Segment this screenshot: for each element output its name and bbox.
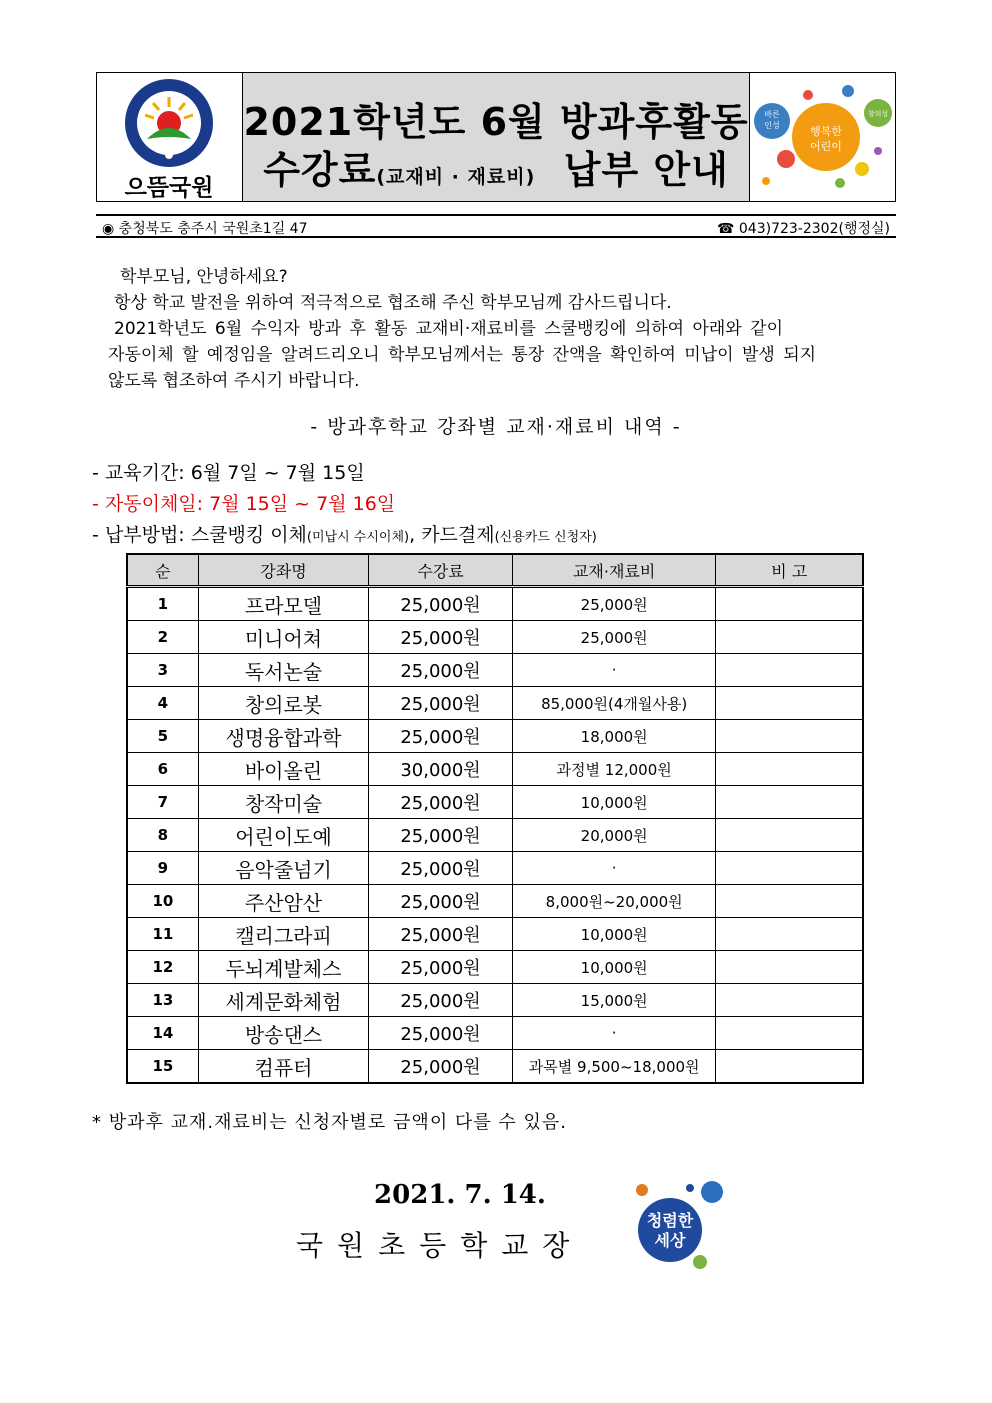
tuition-fee: 25,000원 <box>369 786 513 819</box>
intro-line-2: 항상 학교 발전을 위하여 적극적으로 협조해 주신 학부모님께 감사드립니다. <box>114 293 672 313</box>
table-row <box>127 720 863 753</box>
course-name: 생명융합과학 <box>198 720 368 753</box>
row-note <box>716 587 863 621</box>
tuition-fee: 25,000원 <box>369 654 513 687</box>
row-note <box>716 984 863 1017</box>
tuition-fee: 25,000원 <box>369 1050 513 1084</box>
header-material: 교재·재료비 <box>512 554 716 587</box>
fee-table <box>126 553 864 1084</box>
row-note <box>716 720 863 753</box>
course-name: 바이올린 <box>198 753 368 786</box>
row-note <box>716 621 863 654</box>
course-name: 음악줄넘기 <box>198 852 368 885</box>
document-header <box>96 72 896 202</box>
table-row <box>127 819 863 852</box>
table-row <box>127 786 863 819</box>
school-emblem-icon <box>119 77 219 169</box>
title-subtitle: (교재비 · 재료비) <box>376 166 536 188</box>
colorful-dots-graphic <box>752 77 894 197</box>
school-logo-box <box>97 73 243 201</box>
material-fee: 과목별 9,500~18,000원 <box>512 1050 716 1084</box>
intro-line-3: 2021학년도 6월 수익자 방과 후 활동 교재비·재료비를 스쿨뱅킹에 의하여 아래와 같이 <box>114 319 784 339</box>
material-fee: 20,000원 <box>512 819 716 852</box>
course-name: 주산암산 <box>198 885 368 918</box>
course-name: 창의로봇 <box>198 687 368 720</box>
payment-method-prefix: - 납부방법: 스쿨뱅킹 이체 <box>92 524 307 546</box>
seal-text-2: 세상 <box>654 1231 686 1250</box>
course-name: 세계문화체험 <box>198 984 368 1017</box>
row-note <box>716 753 863 786</box>
tuition-fee: 25,000원 <box>369 819 513 852</box>
title-tail: 납부 안내 <box>563 148 729 192</box>
title-box <box>243 73 749 201</box>
intro-greeting: 학부모님, 안녕하세요? <box>120 267 288 287</box>
row-note <box>716 1017 863 1050</box>
row-number: 6 <box>127 753 198 786</box>
payment-method-card: , 카드결제 <box>409 524 495 546</box>
table-row <box>127 852 863 885</box>
logo-caption: 으뜸국원 <box>124 175 214 201</box>
tuition-fee: 25,000원 <box>369 918 513 951</box>
payment-method <box>92 520 597 547</box>
row-number: 4 <box>127 687 198 720</box>
material-fee: 10,000원 <box>512 786 716 819</box>
row-number: 9 <box>127 852 198 885</box>
course-name: 방송댄스 <box>198 1017 368 1050</box>
seal-text-1: 청렴한 <box>646 1211 694 1230</box>
section-heading: - 방과후학교 강좌별 교재·재료비 내역 - <box>310 416 682 438</box>
tuition-fee: 25,000원 <box>369 621 513 654</box>
graphic-label-2: 행복한 <box>810 125 842 138</box>
tuition-fee: 25,000원 <box>369 687 513 720</box>
material-fee: 10,000원 <box>512 951 716 984</box>
tuition-fee: 25,000원 <box>369 587 513 621</box>
header-note: 비 고 <box>716 554 863 587</box>
table-header-row <box>127 554 863 587</box>
row-note <box>716 885 863 918</box>
row-number: 11 <box>127 918 198 951</box>
row-note <box>716 852 863 885</box>
material-fee: · <box>512 852 716 885</box>
table-row <box>127 885 863 918</box>
tuition-fee: 25,000원 <box>369 984 513 1017</box>
happy-children-graphic <box>749 73 895 201</box>
autopay-date: - 자동이체일: 7월 15일 ~ 7월 16일 <box>92 493 396 515</box>
intro-line-5: 않도록 협조하여 주시기 바랍니다. <box>108 371 360 391</box>
row-note <box>716 786 863 819</box>
header-no: 순 <box>127 554 198 587</box>
title-line-1: 2021학년도 6월 방과후활동 <box>243 100 749 144</box>
tuition-fee: 25,000원 <box>369 852 513 885</box>
svg-text:어린이: 어린이 <box>810 140 842 153</box>
row-number: 14 <box>127 1017 198 1050</box>
table-row <box>127 1017 863 1050</box>
tuition-fee: 25,000원 <box>369 951 513 984</box>
school-phone: ☎ 043)723-2302(행정실) <box>717 221 890 237</box>
material-fee: 18,000원 <box>512 720 716 753</box>
row-number: 12 <box>127 951 198 984</box>
course-name: 어린이도예 <box>198 819 368 852</box>
intro-line-4: 자동이체 할 예정임을 알려드리오니 학부모님께서는 통장 잔액을 확인하여 미납이 발생 되지 <box>108 345 817 365</box>
course-name: 캘리그라피 <box>198 918 368 951</box>
table-row <box>127 587 863 621</box>
tuition-fee: 25,000원 <box>369 1017 513 1050</box>
payment-method-note-2: (신용카드 신청자) <box>494 530 597 545</box>
row-note <box>716 951 863 984</box>
course-name: 독서논술 <box>198 654 368 687</box>
education-period: - 교육기간: 6월 7일 ~ 7월 15일 <box>92 462 365 484</box>
course-name: 두뇌계발체스 <box>198 951 368 984</box>
issue-date: 2021. 7. 14. <box>374 1180 546 1210</box>
address-bar <box>96 214 896 238</box>
row-note <box>716 918 863 951</box>
graphic-label-3: 창의성 <box>867 110 889 118</box>
payment-method-note-1: (미납시 수시이체) <box>306 530 410 545</box>
row-number: 2 <box>127 621 198 654</box>
row-note <box>716 687 863 720</box>
table-row <box>127 984 863 1017</box>
header-course: 강좌명 <box>198 554 368 587</box>
material-fee: 15,000원 <box>512 984 716 1017</box>
table-row <box>127 621 863 654</box>
row-number: 15 <box>127 1050 198 1084</box>
material-fee: 8,000원~20,000원 <box>512 885 716 918</box>
material-fee: 과정별 12,000원 <box>512 753 716 786</box>
row-number: 5 <box>127 720 198 753</box>
table-row <box>127 753 863 786</box>
table-row <box>127 654 863 687</box>
tuition-fee: 30,000원 <box>369 753 513 786</box>
row-note <box>716 819 863 852</box>
header-fee: 수강료 <box>369 554 513 587</box>
clean-world-seal-icon <box>628 1176 732 1272</box>
row-note <box>716 1050 863 1084</box>
course-name: 창작미술 <box>198 786 368 819</box>
course-name: 프라모델 <box>198 587 368 621</box>
row-number: 8 <box>127 819 198 852</box>
tuition-fee: 25,000원 <box>369 720 513 753</box>
row-number: 7 <box>127 786 198 819</box>
table-row <box>127 918 863 951</box>
material-fee: 25,000원 <box>512 621 716 654</box>
row-number: 13 <box>127 984 198 1017</box>
row-number: 1 <box>127 587 198 621</box>
title-line-2 <box>243 139 749 194</box>
svg-text:인성: 인성 <box>764 121 780 130</box>
course-name: 미니어쳐 <box>198 621 368 654</box>
material-fee: · <box>512 654 716 687</box>
row-number: 3 <box>127 654 198 687</box>
material-fee: 85,000원(4개월사용) <box>512 687 716 720</box>
table-row <box>127 1050 863 1084</box>
graphic-label-1: 바른 <box>764 110 780 119</box>
material-fee: 25,000원 <box>512 587 716 621</box>
material-fee: · <box>512 1017 716 1050</box>
course-name: 컴퓨터 <box>198 1050 368 1084</box>
tuition-fee: 25,000원 <box>369 885 513 918</box>
row-number: 10 <box>127 885 198 918</box>
table-row <box>127 951 863 984</box>
row-note <box>716 654 863 687</box>
principal-name: 국원초등학교장 <box>296 1229 584 1262</box>
footnote: * 방과후 교재.재료비는 신청자별로 금액이 다를 수 있음. <box>92 1112 568 1133</box>
title-main: 수강료 <box>263 148 377 192</box>
school-address: ◉ 충청북도 충주시 국원초1길 47 <box>102 221 308 237</box>
material-fee: 10,000원 <box>512 918 716 951</box>
table-row <box>127 687 863 720</box>
